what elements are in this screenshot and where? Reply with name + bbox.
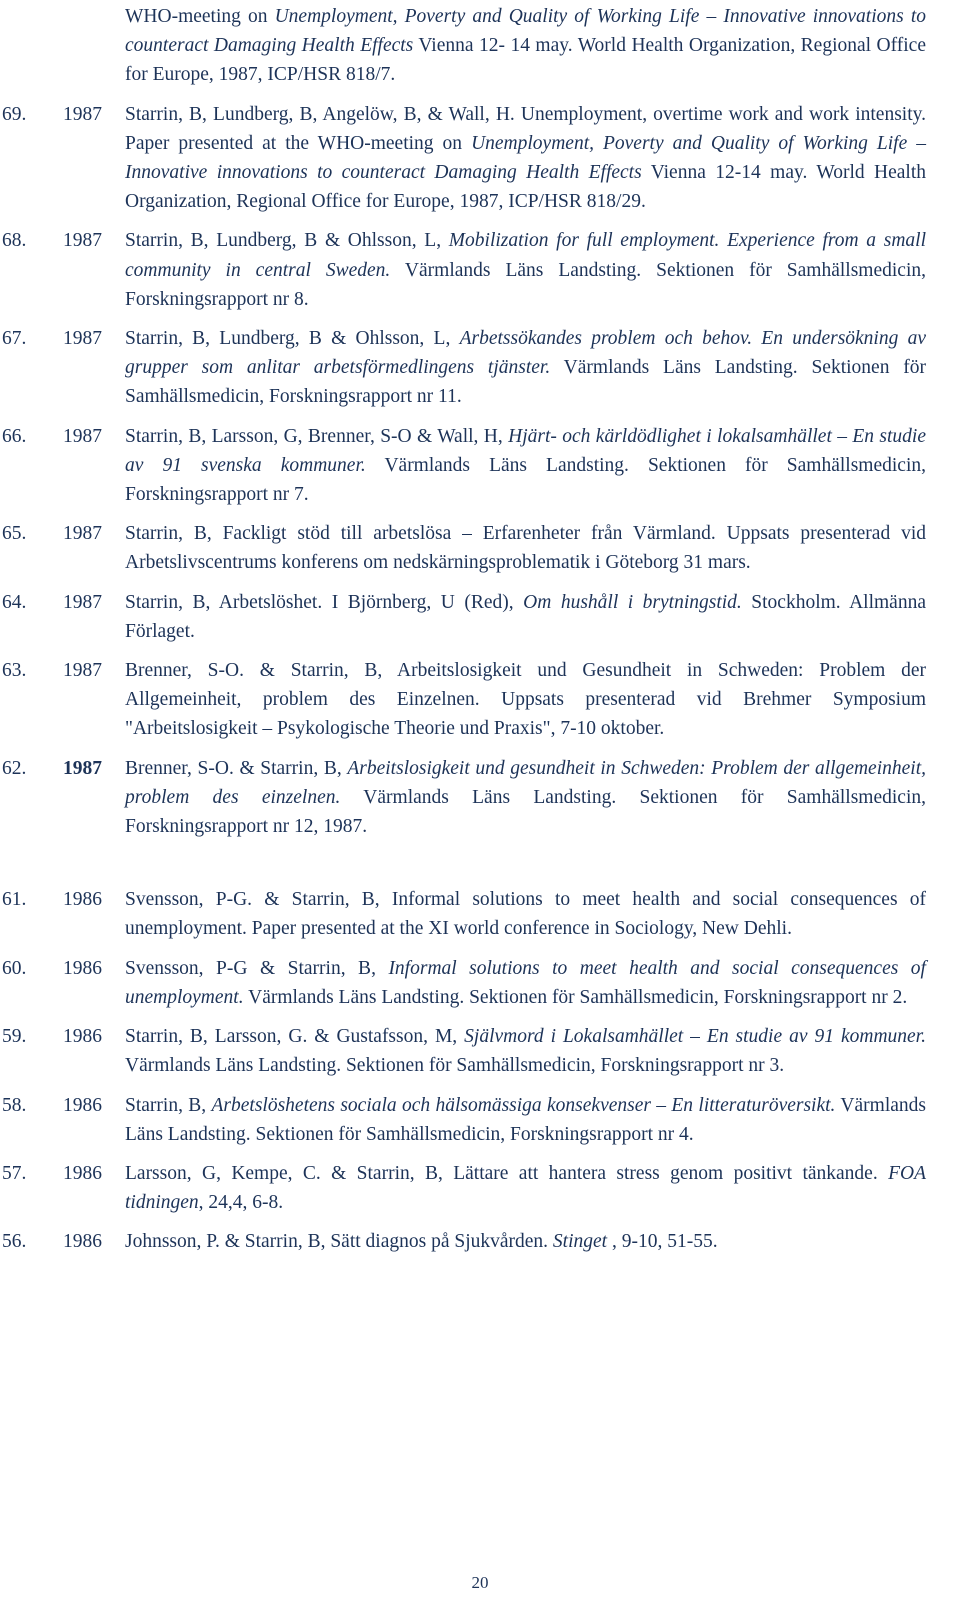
reference-title-italic: Hjärt- och kärldödlighet i lokalsamhället – En studie av 91 svenska kommuner. <box>125 425 927 476</box>
reference-text-part: Starrin, B, Lundberg, B, Angelöw, B, & Wall, H. Unemployment, overtime work and work intensity. Paper presented at the WHO-meeting on <box>125 103 926 154</box>
reference-title-italic: Arbetslöshetens sociala och hälsomässiga konsekvenser – En litteraturöversikt. <box>211 1094 836 1116</box>
reference-text-part: Svensson, P-G & Starrin, B, <box>125 957 389 979</box>
reference-entry <box>0 2 926 90</box>
reference-text-part: WHO-meeting on <box>125 6 275 27</box>
reference-year: 1986 <box>63 1162 102 1184</box>
reference-number: 59. <box>2 1026 27 1048</box>
reference-title-italic: Om hushåll i brytningstid. <box>523 591 742 613</box>
reference-text-part: Larsson, G, Kempe, C. & Starrin, B, Lättare att hantera stress genom positivt tänkande. <box>125 1162 889 1184</box>
reference-title-italic: Stinget <box>552 1231 608 1253</box>
reference-text-part: Starrin, B, <box>125 1094 212 1116</box>
reference-text-part: Vienna 12-14 may. World Health Organization, Regional Office for Europe, 1987, ICP/HSR 818/29. <box>125 162 926 213</box>
reference-text-part: Starrin, B, Lundberg, B & Ohlsson, L, <box>125 328 460 350</box>
reference-text <box>125 2 926 90</box>
reference-entry <box>0 1091 926 1149</box>
page-number: 20 <box>471 1573 489 1592</box>
reference-number: 63. <box>2 660 27 682</box>
reference-text-part: Brenner, S-O. & Starrin, B, Arbeitslosigkeit und Gesundheit in Schweden: Problem der Allgemeinheit, problem des Einzelnen. Uppsats presenterad vid Brehmer Symposium "Arbeitslosigkeit – Psykologische Theorie und Praxis", 7-10 oktober. <box>125 660 926 740</box>
reference-title-italic: Informal solutions to meet health and social consequences of unemployment. <box>125 957 926 1008</box>
reference-entry <box>0 1022 926 1080</box>
reference-text <box>125 226 926 314</box>
reference-entry <box>0 100 926 217</box>
reference-text-part: Stockholm. Allmänna Förlaget. <box>125 591 926 642</box>
reference-text <box>125 1159 926 1217</box>
reference-number: 58. <box>2 1094 27 1116</box>
reference-text <box>125 656 926 744</box>
reference-list <box>0 2 960 1257</box>
reference-year: 1986 <box>63 1026 102 1048</box>
reference-title-italic: Unemployment, Poverty and Quality of Working Life – Innovative innovations to counteract Damaging Health Effects <box>125 6 926 57</box>
reference-text-part: Svensson, P-G. & Starrin, B, Informal solutions to meet health and social consequences of unemployment. Paper presented at the XI world conference in Sociology, New Dehli. <box>125 889 926 940</box>
reference-title-italic: Arbetssökandes problem och behov. En undersökning av grupper som anlitar arbetsförmedlingens tjänster. <box>125 328 926 379</box>
reference-text-part: Värmlands Läns Landsting. Sektionen för Samhällsmedicin, Forskningsrapport nr 3. <box>125 1055 785 1077</box>
reference-text <box>125 1022 926 1080</box>
reference-number: 66. <box>2 425 27 447</box>
reference-year: 1986 <box>63 889 102 911</box>
reference-entry <box>0 422 926 510</box>
reference-text <box>125 324 926 412</box>
reference-entry <box>0 226 926 314</box>
reference-text <box>125 519 926 577</box>
reference-text-part: Värmlands Läns Landsting. Sektionen för Samhällsmedicin, Forskningsrapport nr 8. <box>125 259 926 310</box>
reference-text-part: Starrin, B, Arbetslöshet. I Björnberg, U (Red), <box>125 591 524 613</box>
reference-entry <box>0 519 926 577</box>
reference-text <box>125 1091 926 1149</box>
reference-entry <box>0 588 926 646</box>
reference-year: 1987 <box>63 425 102 447</box>
reference-year: 1986 <box>63 957 102 979</box>
reference-text <box>125 422 926 510</box>
reference-text <box>125 588 926 646</box>
reference-entry <box>0 954 926 1012</box>
reference-year: 1987 <box>63 660 102 682</box>
reference-number: 69. <box>2 103 27 125</box>
reference-title-italic: Arbeitslosigkeit und gesundheit in Schweden: Problem der allgemeinheit, problem des einzelnen. <box>125 757 926 808</box>
reference-text-part: , 24,4, 6-8. <box>198 1192 284 1214</box>
section-gap <box>0 851 960 885</box>
reference-year: 1987 <box>63 328 102 350</box>
reference-text-part: Värmlands Läns Landsting. Sektionen för Samhällsmedicin, Forskningsrapport nr 12, 1987. <box>125 786 926 838</box>
reference-text <box>125 954 926 1012</box>
reference-number: 68. <box>2 230 27 252</box>
reference-entry <box>0 1227 926 1256</box>
reference-text-part: Värmlands Läns Landsting. Sektionen för Samhällsmedicin, Forskningsrapport nr 11. <box>125 357 926 408</box>
reference-text <box>125 1227 926 1256</box>
reference-text-part: Värmlands Läns Landsting. Sektionen för Samhällsmedicin, Forskningsrapport nr 2. <box>243 986 908 1008</box>
reference-entry <box>0 656 926 744</box>
reference-year: 1987 <box>63 757 102 779</box>
reference-text <box>125 885 926 943</box>
reference-title-italic: FOA tidningen <box>125 1162 926 1214</box>
reference-number: 57. <box>2 1162 27 1184</box>
reference-year: 1987 <box>63 523 102 545</box>
reference-number: 67. <box>2 328 27 350</box>
reference-entry <box>0 754 926 842</box>
reference-text <box>125 100 926 217</box>
reference-year: 1986 <box>63 1231 102 1253</box>
reference-number: 65. <box>2 523 27 545</box>
reference-year: 1987 <box>63 591 102 613</box>
reference-entry <box>0 1159 926 1217</box>
reference-text-part: Starrin, B, Lundberg, B & Ohlsson, L, <box>125 230 449 252</box>
reference-text-part: Vienna 12- 14 may. World Health Organization, Regional Office for Europe, 1987, ICP/HSR 818/7. <box>125 35 926 86</box>
reference-text-part: , 9-10, 51-55. <box>607 1231 718 1253</box>
reference-text <box>125 754 926 842</box>
reference-text-part: Värmlands Läns Landsting. Sektionen för Samhällsmedicin, Forskningsrapport nr 4. <box>125 1094 926 1145</box>
reference-text-part: Johnsson, P. & Starrin, B, Sätt diagnos på Sjukvården. <box>125 1231 553 1253</box>
reference-number: 62. <box>2 757 27 779</box>
reference-number: 61. <box>2 889 27 911</box>
reference-title-italic: Unemployment, Poverty and Quality of Working Life – Innovative innovations to counteract Damaging Health Effects <box>125 132 926 184</box>
reference-number: 64. <box>2 591 27 613</box>
reference-text-part: Starrin, B, Larsson, G. & Gustafsson, M, <box>125 1026 465 1048</box>
reference-number: 60. <box>2 957 27 979</box>
reference-text-part: Starrin, B, Fackligt stöd till arbetslösa – Erfarenheter från Värmland. Uppsats presenterad vid Arbetslivscentrums konferens om nedskärningsproblematik i Göteborg 31 mars. <box>125 523 926 574</box>
reference-text-part: Starrin, B, Larsson, G, Brenner, S-O & Wall, H, <box>125 425 509 447</box>
reference-text-part: Brenner, S-O. & Starrin, B, <box>125 757 348 779</box>
reference-year: 1987 <box>63 103 102 125</box>
reference-title-italic: Mobilization for full employment. Experience from a small community in central Sweden. <box>125 230 926 281</box>
reference-year: 1986 <box>63 1094 102 1116</box>
reference-year: 1987 <box>63 230 102 252</box>
reference-entry <box>0 324 926 412</box>
reference-title-italic: Självmord i Lokalsamhället – En studie av 91 kommuner. <box>464 1026 926 1048</box>
reference-number: 56. <box>2 1231 27 1253</box>
reference-entry <box>0 885 926 943</box>
reference-text-part: Värmlands Läns Landsting. Sektionen för Samhällsmedicin, Forskningsrapport nr 7. <box>125 454 926 506</box>
